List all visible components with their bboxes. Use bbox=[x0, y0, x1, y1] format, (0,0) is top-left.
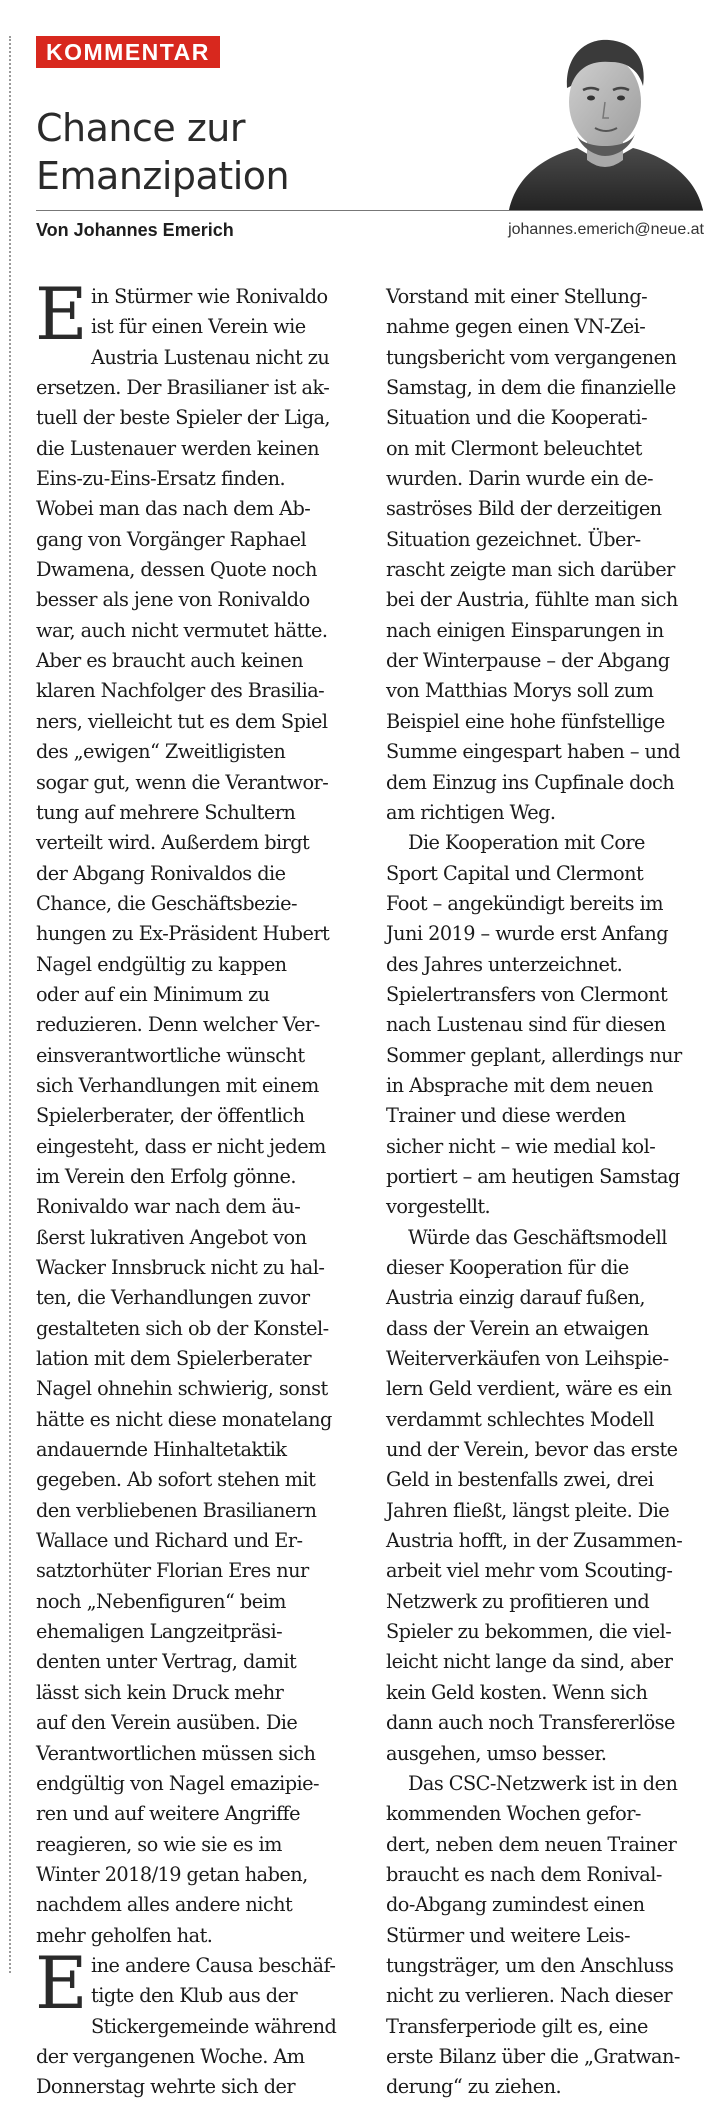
text-line: Austria Lustenau nicht zu bbox=[91, 345, 330, 369]
text-line: braucht es nach dem Ronival- bbox=[386, 1862, 662, 1886]
text-line: erste Bilanz über die „Gratwan- bbox=[386, 2044, 680, 2068]
text-line: ist für einen Verein wie bbox=[91, 315, 306, 339]
text-line: Juni 2019 – wurde erst Anfang bbox=[386, 922, 669, 946]
text-line: Wobei man das nach dem Ab- bbox=[36, 497, 311, 521]
text-line: Nagel endgültig zu kappen bbox=[36, 952, 287, 976]
text-line: verdammt schlechtes Modell bbox=[386, 1407, 655, 1431]
text-line: lässt sich kein Druck mehr bbox=[36, 1680, 284, 1704]
text-line: wurden. Darin wurde ein de- bbox=[386, 467, 654, 491]
text-line: tung auf mehrere Schultern bbox=[36, 800, 296, 824]
text-line: bei der Austria, fühlte man sich bbox=[386, 588, 678, 612]
text-line: do-Abgang zumindest einen bbox=[386, 1893, 645, 1917]
text-line: Situation gezeichnet. Über- bbox=[386, 527, 641, 551]
text-line: Sommer geplant, allerdings nur bbox=[386, 1043, 682, 1067]
text-line: dass der Verein an etwaigen bbox=[386, 1316, 649, 1340]
title-line: Emanzipation bbox=[36, 154, 290, 198]
text-line: verteilt wird. Außerdem birgt bbox=[36, 831, 310, 855]
article-paragraph bbox=[386, 1223, 719, 1769]
text-line: ten, die Verhandlungen zuvor bbox=[36, 1286, 310, 1310]
text-line: tungsbericht vom vergangenen bbox=[386, 345, 677, 369]
text-line: ehemaligen Langzeitpräsi- bbox=[36, 1620, 283, 1644]
text-line: Wacker Innsbruck nicht zu hal- bbox=[36, 1256, 325, 1279]
text-line: reagieren, so wie sie es im bbox=[36, 1832, 282, 1856]
article-paragraph bbox=[35, 1940, 369, 2103]
text-line: dert, neben dem neuen Trainer bbox=[386, 1832, 677, 1856]
text-line: vorgestellt. bbox=[386, 1195, 491, 1219]
text-line: on mit Clermont beleuchtet bbox=[386, 436, 642, 460]
text-line: Nagel ohnehin schwierig, sonst bbox=[36, 1377, 328, 1401]
text-line: Situation und die Kooperati- bbox=[386, 406, 648, 430]
text-line: satztorhüter Florian Eres nur bbox=[36, 1559, 309, 1583]
text-line: sicher nicht – wie medial kol- bbox=[386, 1134, 656, 1158]
text-line: endgültig von Nagel emazipie- bbox=[36, 1771, 319, 1795]
text-line: besser als jene von Ronivaldo bbox=[36, 588, 310, 612]
article-paragraph bbox=[386, 828, 719, 1222]
text-line: sich Verhandlungen mit einem bbox=[36, 1073, 319, 1097]
text-line: ine andere Causa beschäf- bbox=[91, 1953, 336, 1977]
text-line: Donnerstag wehrte sich der bbox=[36, 2075, 296, 2099]
text-line: Transferperiode gilt es, eine bbox=[386, 2014, 648, 2038]
text-line: denten unter Vertrag, damit bbox=[36, 1650, 297, 1674]
author-byline: Von Johannes Emerich bbox=[36, 220, 234, 240]
article-paragraph bbox=[35, 272, 369, 1951]
text-line: klaren Nachfolger des Brasilia- bbox=[36, 679, 325, 703]
text-line: Stürmer und weitere Leis- bbox=[386, 1923, 630, 1947]
text-line: von Matthias Morys soll zum bbox=[386, 679, 654, 703]
text-line: ren und auf weitere Angriffe bbox=[36, 1802, 301, 1826]
text-line: noch „Nebenfiguren“ beim bbox=[36, 1589, 286, 1613]
article-paragraph bbox=[386, 282, 719, 828]
text-line: Winter 2018/19 getan haben, bbox=[36, 1862, 308, 1886]
text-line: Austria hofft, in der Zusammen- bbox=[386, 1529, 683, 1553]
text-line: rascht zeigte man sich darüber bbox=[386, 558, 675, 582]
text-line: Spielertransfers von Clermont bbox=[386, 982, 668, 1006]
drop-cap: E bbox=[35, 1940, 88, 2025]
text-line: Spieler zu bekommen, die viel- bbox=[386, 1620, 672, 1644]
text-line: oder auf ein Minimum zu bbox=[36, 982, 270, 1006]
text-line: lern Geld verdient, wäre es ein bbox=[386, 1377, 672, 1401]
text-line: Eins-zu-Eins-Ersatz finden. bbox=[36, 467, 286, 491]
text-line: hungen zu Ex-Präsident Hubert bbox=[36, 922, 330, 946]
text-line: kommenden Wochen gefor- bbox=[386, 1802, 641, 1826]
text-line: Würde das Geschäftsmodell bbox=[408, 1225, 667, 1249]
text-line: den verbliebenen Brasilianern bbox=[36, 1498, 317, 1522]
text-line: Stickergemeinde während bbox=[91, 2014, 337, 2038]
text-line: ßerst lukrativen Angebot von bbox=[36, 1225, 307, 1249]
text-line: Samstag, in dem die finanzielle bbox=[386, 376, 676, 400]
text-line: Foot – angekündigt bereits im bbox=[386, 891, 663, 915]
text-line: Beispiel eine hohe fünfstellige bbox=[386, 709, 665, 733]
text-line: die Lustenauer werden keinen bbox=[36, 436, 319, 460]
text-line: Verantwortlichen müssen sich bbox=[36, 1741, 316, 1765]
text-line: arbeit viel mehr vom Scouting- bbox=[386, 1559, 673, 1583]
text-line: Austria einzig darauf fußen, bbox=[386, 1286, 646, 1310]
author-email-link[interactable]: johannes.emerich@neue.at bbox=[508, 221, 704, 238]
text-line: Geld in bestenfalls zwei, drei bbox=[386, 1468, 654, 1492]
text-line: war, auch nicht vermutet hätte. bbox=[36, 618, 328, 642]
text-line: tungsträger, um den Anschluss bbox=[386, 1953, 674, 1977]
text-line: sogar gut, wenn die Verantwor- bbox=[36, 770, 329, 794]
text-line: nahme gegen einen VN-Zei- bbox=[386, 315, 646, 339]
text-line: eingesteht, dass er nicht jedem bbox=[36, 1134, 326, 1158]
text-line: im Verein den Erfolg gönne. bbox=[36, 1164, 296, 1188]
text-line: hätte es nicht diese monatelang bbox=[36, 1407, 332, 1431]
text-line: Summe eingespart haben – und bbox=[386, 740, 681, 764]
text-line: nicht zu verlieren. Nach dieser bbox=[386, 1984, 673, 2008]
text-line: kein Geld kosten. Wenn sich bbox=[386, 1680, 648, 1704]
text-line: nach Lustenau sind für diesen bbox=[386, 1013, 666, 1037]
text-line: gestalteten sich ob der Konstel- bbox=[36, 1316, 329, 1340]
text-line: Jahren fließt, längst pleite. Die bbox=[386, 1498, 670, 1522]
text-line: der vergangenen Woche. Am bbox=[36, 2044, 305, 2068]
text-line: Chance, die Geschäftsbezie- bbox=[36, 891, 297, 915]
text-line: nach einigen Einsparungen in bbox=[386, 618, 664, 642]
text-line: gegeben. Ab sofort stehen mit bbox=[36, 1468, 316, 1492]
text-line: in Stürmer wie Ronivaldo bbox=[91, 285, 328, 308]
text-line: nachdem alles andere nicht bbox=[36, 1893, 293, 1917]
header-divider bbox=[36, 210, 703, 211]
text-line: dann auch noch Transfererlöse bbox=[386, 1711, 675, 1735]
text-line: Trainer und diese werden bbox=[386, 1104, 626, 1128]
drop-cap: E bbox=[35, 272, 88, 356]
text-line: portiert – am heutigen Samstag bbox=[386, 1164, 680, 1188]
text-line: Das CSC-Netzwerk ist in den bbox=[408, 1771, 678, 1795]
author-portrait-image bbox=[507, 24, 703, 210]
article-column-right bbox=[386, 282, 719, 2103]
text-line: lation mit dem Spielerberater bbox=[36, 1347, 312, 1371]
text-line: am richtigen Weg. bbox=[386, 800, 556, 824]
article-column-left bbox=[35, 272, 369, 2103]
text-line: Sport Capital und Clermont bbox=[386, 861, 644, 885]
title-line: Chance zur bbox=[36, 106, 245, 150]
text-line: dieser Kooperation für die bbox=[386, 1256, 629, 1279]
text-line: tigte den Klub aus der bbox=[91, 1984, 298, 2008]
text-line: Vorstand mit einer Stellung- bbox=[386, 285, 648, 308]
author-portrait bbox=[507, 24, 703, 210]
text-line: ners, vielleicht tut es dem Spiel bbox=[36, 709, 328, 733]
article-title bbox=[36, 104, 289, 200]
text-line: Weiterverkäufen von Leihspie- bbox=[386, 1347, 669, 1371]
text-line: auf den Verein ausüben. Die bbox=[36, 1711, 298, 1735]
dotted-margin-rule bbox=[9, 36, 11, 1973]
text-line: der Abgang Ronivaldos die bbox=[36, 861, 286, 885]
text-line: Ronivaldo war nach dem äu- bbox=[36, 1195, 301, 1219]
text-line: des „ewigen“ Zweitligisten bbox=[36, 740, 286, 764]
text-line: Netzwerk zu profitieren und bbox=[386, 1589, 650, 1613]
text-line: Spielerberater, der öffentlich bbox=[36, 1104, 305, 1128]
text-line: reduzieren. Denn welcher Ver- bbox=[36, 1013, 320, 1037]
text-line: derung“ zu ziehen. bbox=[386, 2075, 562, 2099]
text-line: dem Einzug ins Cupfinale doch bbox=[386, 770, 675, 794]
text-line: gang von Vorgänger Raphael bbox=[36, 527, 307, 551]
text-line: tuell der beste Spieler der Liga, bbox=[36, 406, 331, 430]
text-line: mehr geholfen hat. bbox=[36, 1923, 213, 1947]
text-line: ersetzen. Der Brasilianer ist ak- bbox=[36, 376, 330, 400]
text-line: ausgehen, umso besser. bbox=[386, 1741, 607, 1765]
text-line: Die Kooperation mit Core bbox=[408, 831, 645, 855]
text-line: des Jahres unterzeichnet. bbox=[386, 952, 623, 976]
section-badge: KOMMENTAR bbox=[36, 36, 220, 68]
text-line: leicht nicht lange da sind, aber bbox=[386, 1650, 673, 1674]
text-line: andauernde Hinhaltetaktik bbox=[36, 1438, 287, 1462]
text-line: Dwamena, dessen Quote noch bbox=[36, 558, 317, 582]
article-paragraph bbox=[386, 1769, 719, 2103]
text-line: Wallace und Richard und Er- bbox=[36, 1529, 303, 1553]
text-line: und der Verein, bevor das erste bbox=[386, 1438, 678, 1462]
text-line: Aber es braucht auch keinen bbox=[36, 649, 303, 673]
text-line: einsverantwortliche wünscht bbox=[36, 1043, 305, 1067]
text-line: der Winterpause – der Abgang bbox=[386, 649, 670, 673]
text-line: in Absprache mit dem neuen bbox=[386, 1073, 653, 1097]
text-line: saströses Bild der derzeitigen bbox=[386, 497, 662, 521]
